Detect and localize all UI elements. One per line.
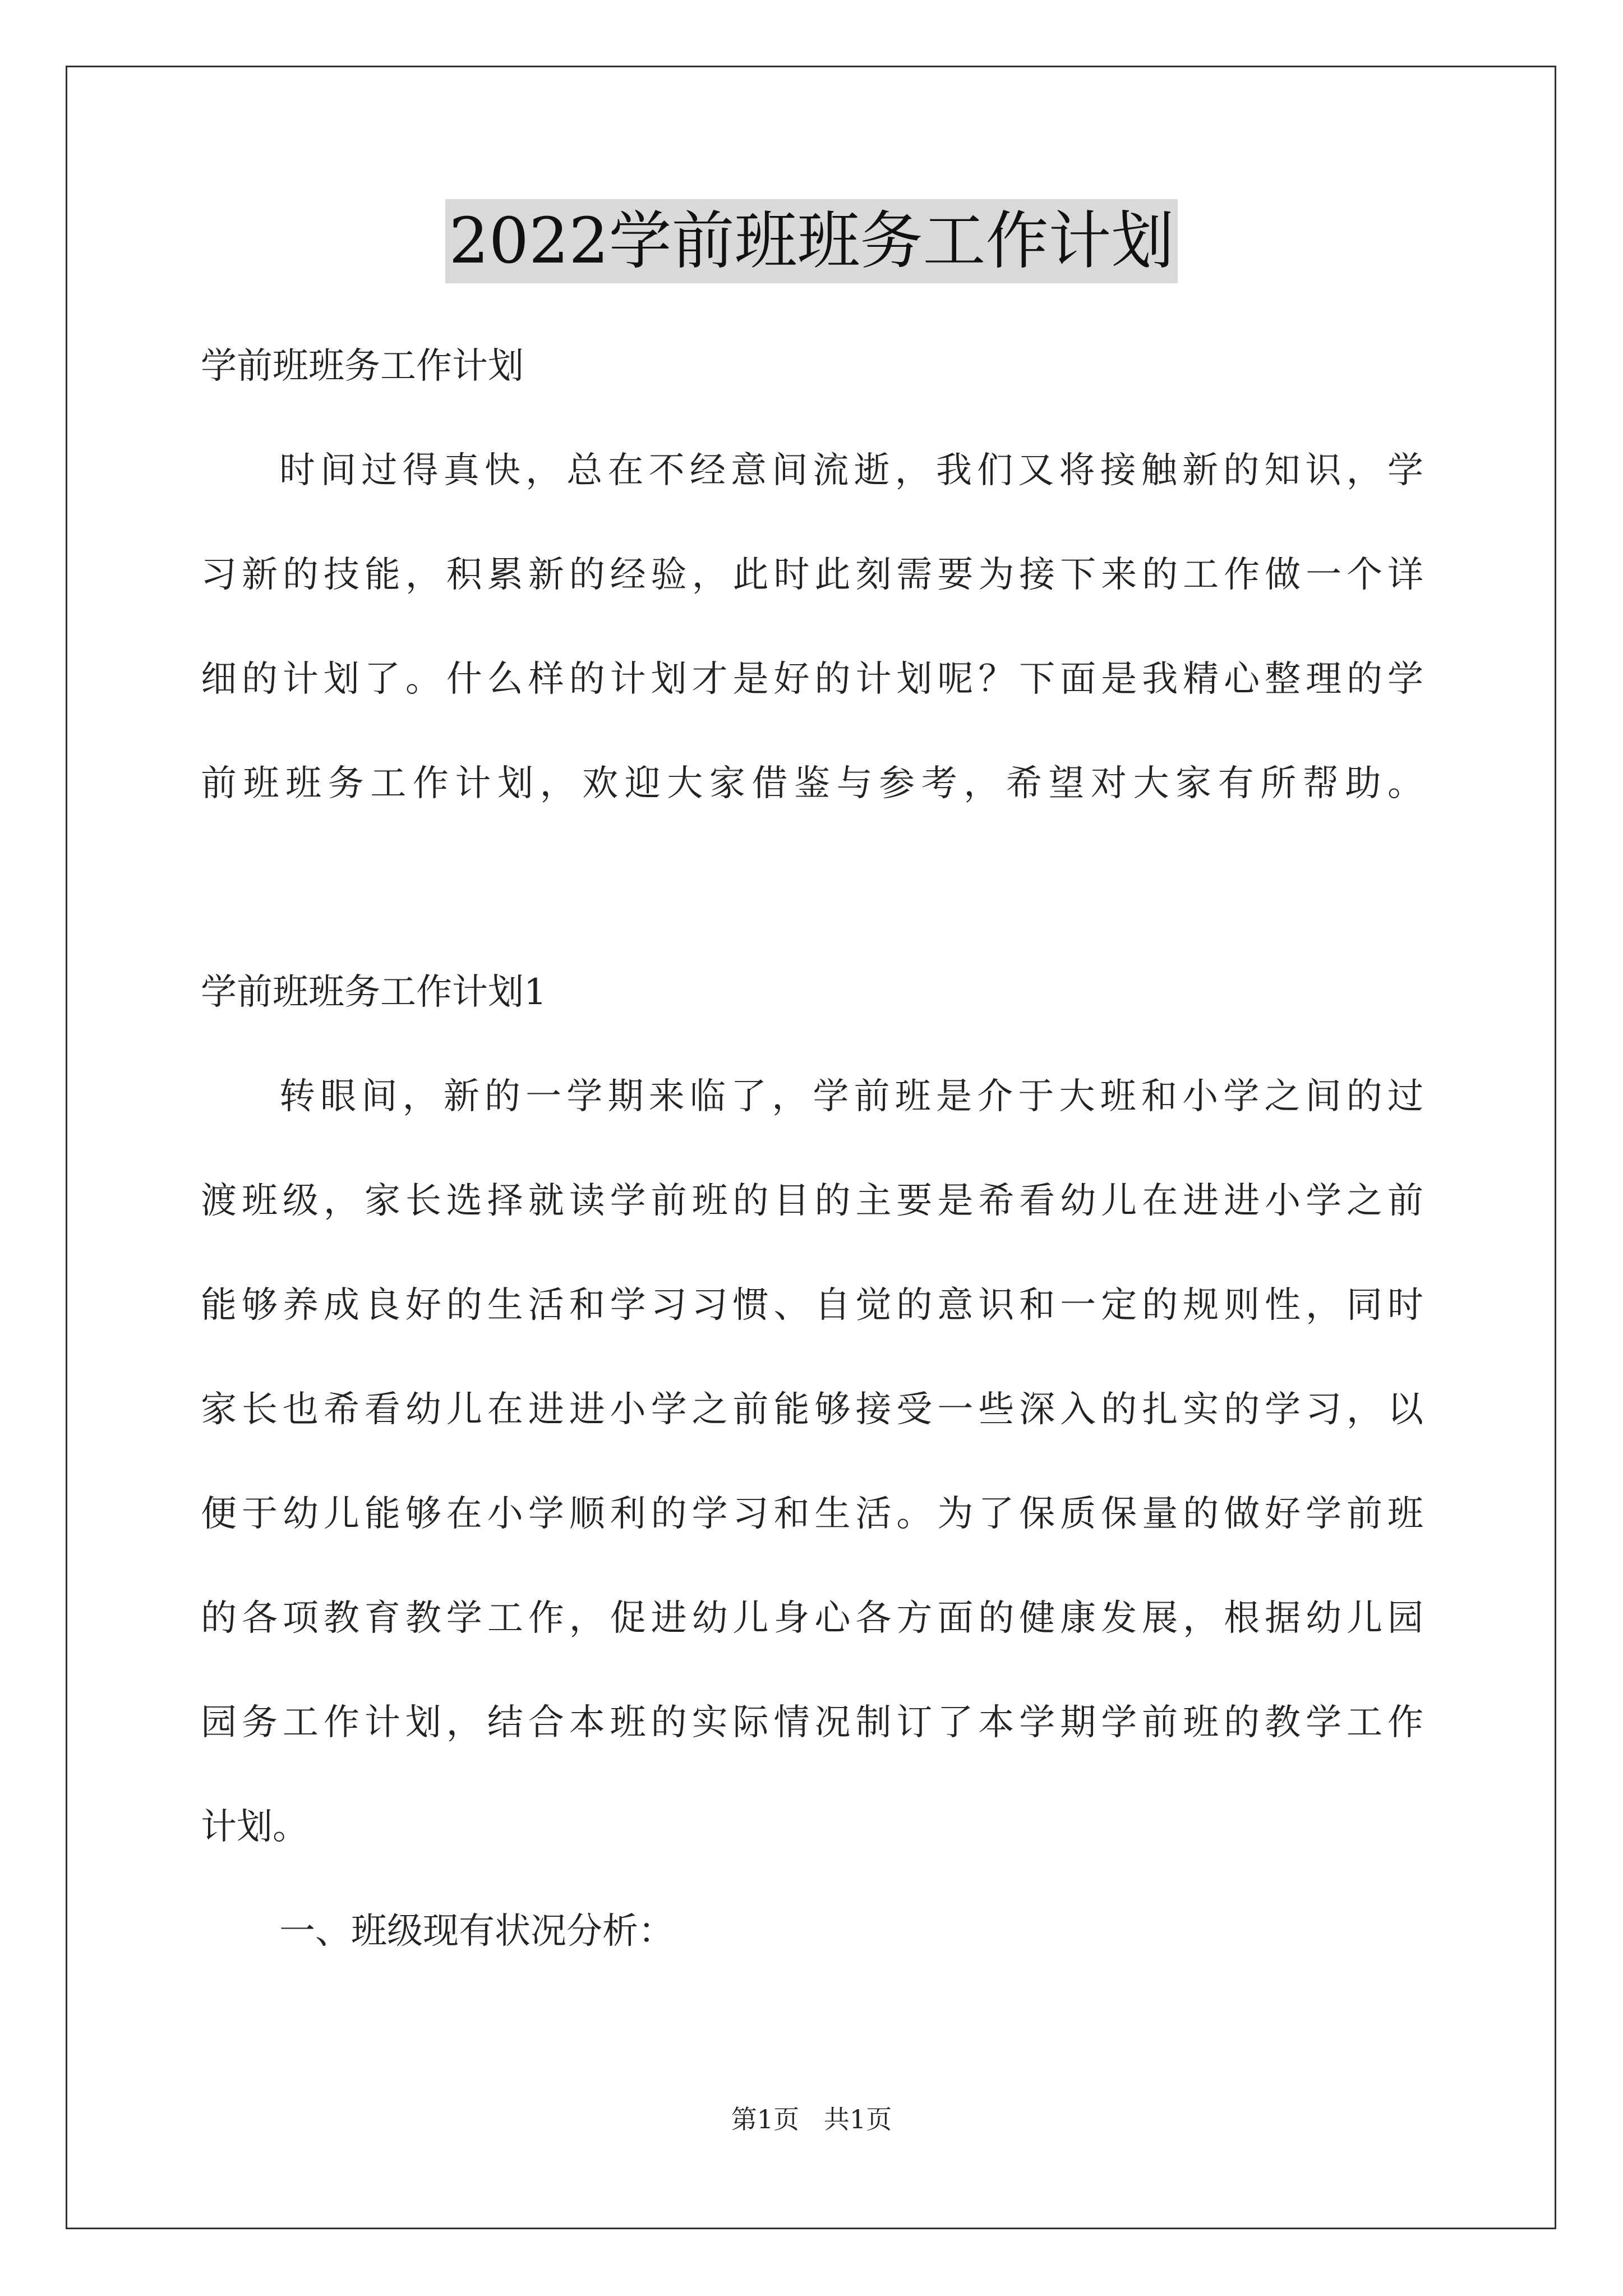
section-line: 渡班级，家长选择就读学前班的目的主要是希看幼儿在进进小学之前 — [201, 1180, 1423, 1222]
section-line: 的各项教育教学工作，促进幼儿身心各方面的健康发展，根据幼儿园 — [201, 1598, 1423, 1639]
title-container — [0, 199, 1623, 283]
section-line: 园务工作计划，结合本班的实际情况制订了本学期学前班的教学工作 — [201, 1702, 1423, 1743]
intro-line: 习新的技能，积累新的经验，此时此刻需要为接下来的工作做一个详 — [201, 554, 1423, 596]
section-line: 能够养成良好的生活和学习习惯、自觉的意识和一定的规则性，同时 — [201, 1285, 1423, 1326]
document-title: 2022学前班班务工作计划 — [445, 199, 1177, 283]
section-heading: 学前班班务工作计划1 — [201, 972, 547, 1013]
section-line: 便于幼儿能够在小学顺利的学习和生活。为了保质保量的做好学前班 — [201, 1493, 1423, 1535]
subheading: 一、班级现有状况分析： — [279, 1911, 674, 1952]
section-line: 家长也希看幼儿在进进小学之前能够接受一些深入的扎实的学习，以 — [201, 1389, 1423, 1430]
section-line: 计划。 — [201, 1806, 308, 1848]
page-footer: 第1页 共1页 — [731, 2104, 892, 2134]
document-subtitle: 学前班班务工作计划 — [201, 346, 524, 387]
intro-line: 细的计划了。什么样的计划才是好的计划呢？下面是我精心整理的学 — [201, 659, 1423, 700]
paragraph-gap — [201, 836, 1423, 940]
intro-line: 时间过得真快，总在不经意间流逝，我们又将接触新的知识，学 — [279, 450, 1423, 491]
document-body — [201, 314, 1423, 1984]
intro-line: 前班班务工作计划，欢迎大家借鉴与参考，希望对大家有所帮助。 — [201, 763, 1423, 804]
section-line: 转眼间，新的一学期来临了，学前班是介于大班和小学之间的过 — [279, 1076, 1423, 1117]
